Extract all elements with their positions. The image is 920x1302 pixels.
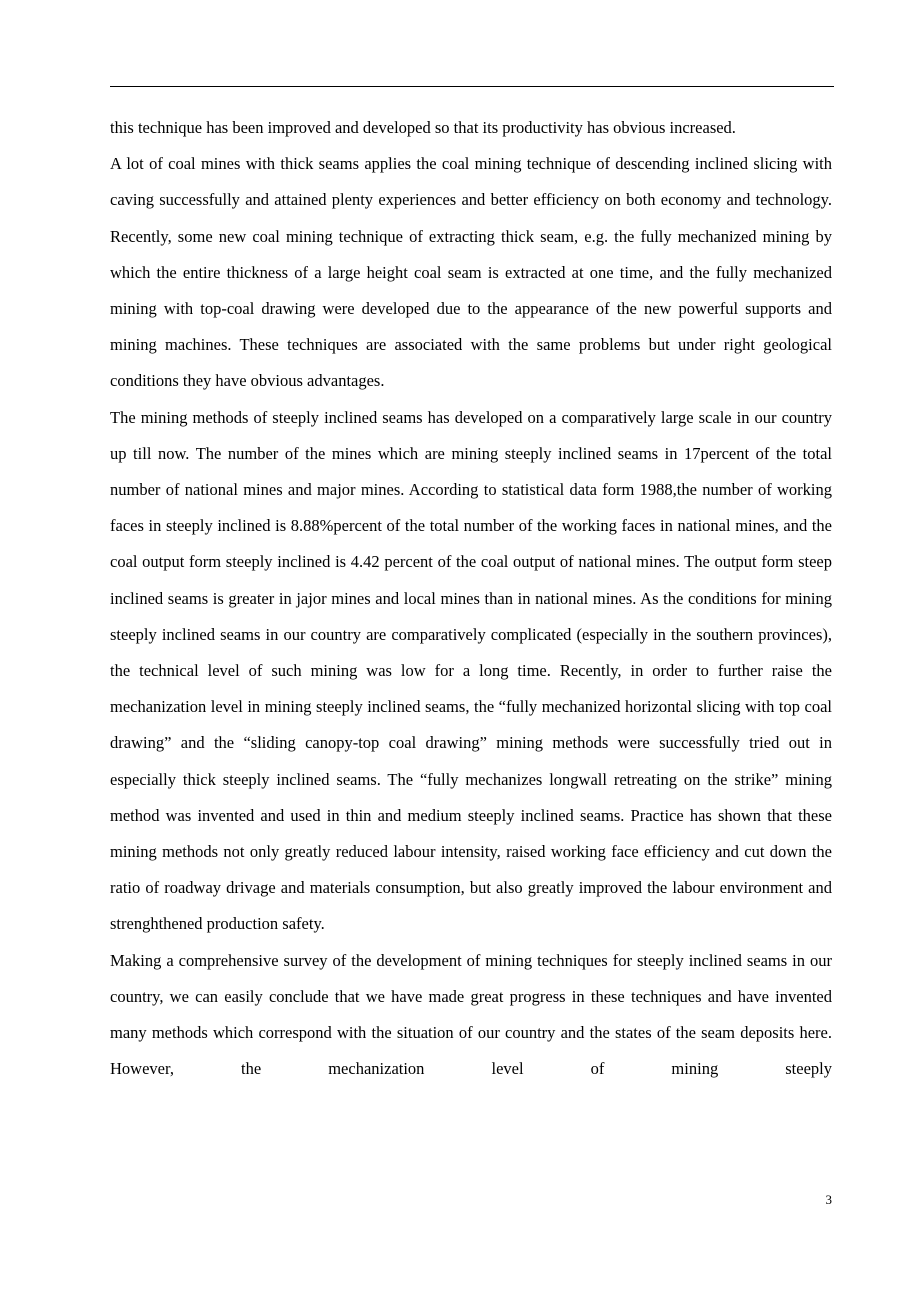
paragraph-thick-seams: A lot of coal mines with thick seams applies the coal mining technique of descending inclined slicing with caving successfully and attained plenty experiences and better efficiency on both economy and technology. Recently, some new coal mining technique of extracting thick seam, e.g. the fully mechanized mining by which the entire thickness of a large height coal seam is extracted at one time, and the fully mechanized mining with top-coal drawing were developed due to the appearance of the new powerful supports and mining machines. These techniques are associated with the same problems but under right geological conditions they have obvious advantages.	[110, 154, 832, 391]
header-rule	[110, 86, 834, 87]
paragraph-steeply-inclined-methods: The mining methods of steeply inclined seams has developed on a comparatively large scale in our country up till now. The number of the mines which are mining steeply inclined seams in 17percent of the total number of national mines and major mines. According to statistical data form 1988,the number of working faces in steeply inclined is 8.88%percent of the total number of the working faces in national mines, and the coal output form steeply inclined is 4.42 percent of the coal output of national mines. The output form steep inclined seams is greater in jajor mines and local mines than in national mines. As the conditions for mining steeply inclined seams in our country are comparatively complicated (especially in the southern provinces), the technical level of such mining was low for a long time. Recently, in order to further raise the mechanization level in mining steeply inclined seams, the “fully mechanized horizontal slicing with top coal drawing” and the “sliding canopy-top coal drawing” mining methods were successfully tried out in especially thick steeply inclined seams. The “fully mechanizes longwall retreating on the strike” mining method was invented and used in thin and medium steeply inclined seams. Practice has shown that these mining methods not only greatly reduced labour intensity, raised working face efficiency and cut down the ratio of roadway drivage and materials consumption, but also greatly improved the labour environment and strenghthened production safety.	[110, 407, 832, 934]
body-text	[110, 110, 832, 1087]
page-number: 3	[825, 1192, 832, 1207]
paragraph-survey: Making a comprehensive survey of the development of mining techniques for steeply inclined seams in our country, we can easily conclude that we have made great progress in these techniques and have invented many methods which correspond with the situation of our country and the states of the seam deposits here. However, the mechanization level of mining steeply	[110, 950, 832, 1079]
paragraph-continuation: this technique has been improved and developed so that its productivity has obvious increased.	[110, 118, 736, 137]
